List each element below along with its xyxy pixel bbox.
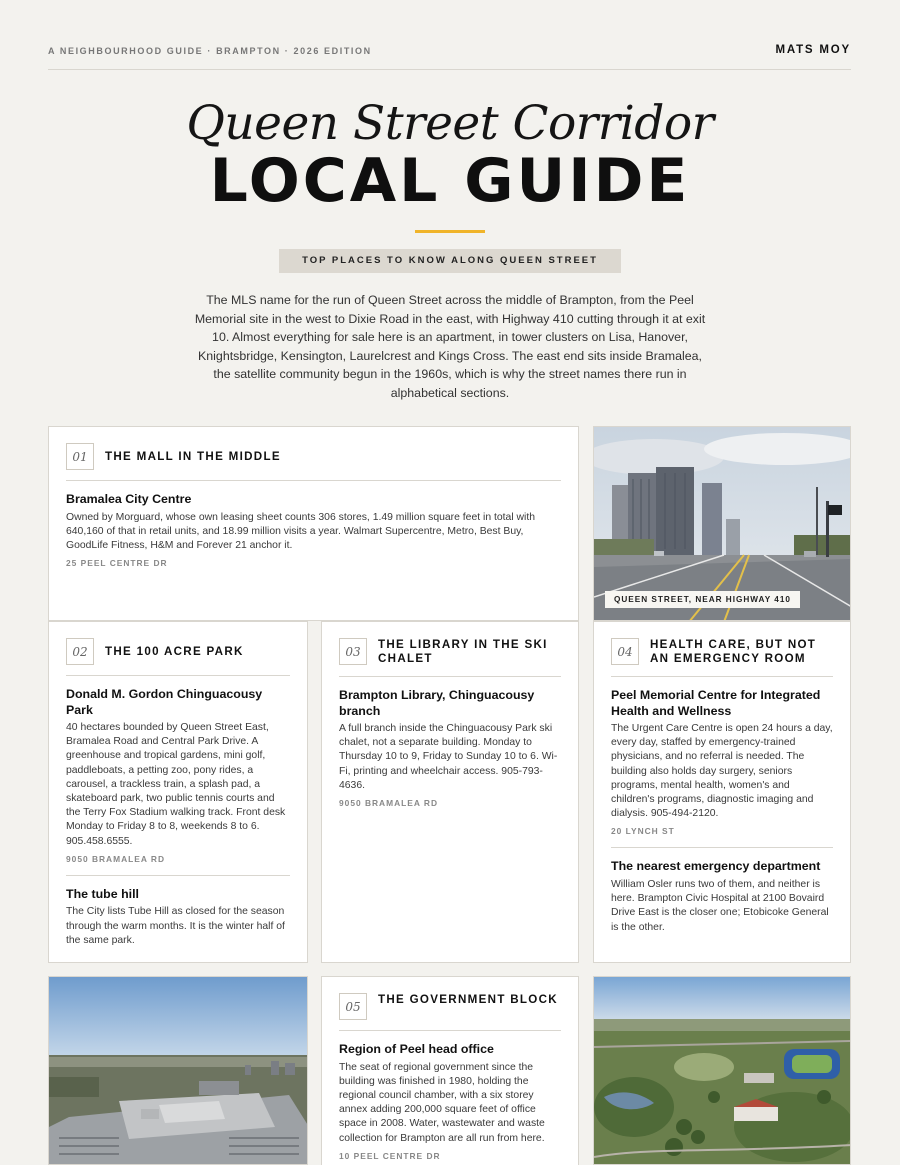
entry-divider — [66, 875, 290, 876]
entry-name: Region of Peel head office — [339, 1042, 494, 1056]
entry-name: The nearest emergency department — [611, 859, 821, 874]
card-park — [48, 621, 308, 963]
card-government — [321, 976, 579, 1165]
page-title: LOCAL GUIDE — [209, 146, 691, 216]
card-title: THE MALL IN THE MIDDLE — [105, 450, 281, 463]
edition-label: A NEIGHBOURHOOD GUIDE · BRAMPTON · 2026 EDITION — [48, 46, 372, 56]
entry-address: 9050 BRAMALEA RD — [339, 798, 438, 809]
entry-address: 20 LYNCH ST — [611, 826, 675, 837]
card-header — [339, 993, 561, 1031]
aerial-park-photo — [593, 976, 851, 1165]
card-title: THE 100 ACRE PARK — [105, 645, 244, 658]
aerial-mall-photo — [48, 976, 308, 1165]
card-header — [611, 638, 833, 677]
card-number: 01 — [66, 443, 94, 470]
entry-name: Peel Memorial Centre for Integrated Health and Wellness — [611, 688, 821, 718]
card-header — [66, 443, 561, 481]
entry-divider — [611, 847, 833, 848]
card-title: THE LIBRARY IN THE SKI CHALET — [378, 638, 548, 665]
script-title: Queen Street Corridor — [186, 96, 714, 151]
entry-name: The tube hill — [66, 886, 139, 901]
card-header — [66, 638, 290, 676]
card-library — [321, 621, 579, 963]
entry-description: Owned by Morguard, whose own leasing sheet counts 306 stores, 1.49 million square feet in total with 640,160 of that in retail units, and 18.99 million visits a year. Walmart Supercentre, Metro, Best Buy, GoodLife Fitness, H&M and Forever 21 anchor it. — [66, 511, 535, 551]
masthead — [48, 44, 851, 70]
card-health — [593, 621, 851, 963]
card-title: THE GOVERNMENT BLOCK — [378, 993, 558, 1006]
aerial-mall-image — [49, 977, 308, 1165]
entry-address: 10 PEEL CENTRE DR — [339, 1150, 441, 1161]
entry-description: The City lists Tube Hill as closed for the season through the warm months. It is the winter half of the same park. — [66, 906, 285, 946]
entry-description: A full branch inside the Chinguacousy Park ski chalet, not a separate building. Monday to Thursday 10 to 9, Friday to Sunday 10 to 6. Wi-Fi, printing and wheelchair access. 905-793-4636. — [339, 723, 558, 791]
entry-name: Brampton Library, Chinguacousy branch — [339, 688, 535, 718]
entry-name: Donald M. Gordon Chinguacousy Park — [66, 687, 263, 717]
entry-description: William Osler runs two of them, and neither is here. Brampton Civic Hospital at 2100 Bovaird Drive East is the closer one; Etobicoke General is the other. — [611, 878, 829, 933]
card-number: 03 — [339, 638, 367, 665]
author-name: MATS MOY — [775, 44, 851, 56]
entry-address: 9050 BRAMALEA RD — [66, 853, 165, 864]
entry-description: The Urgent Care Centre is open 24 hours a day, every day, staffed by emergency-trained physicians, and no referral is needed. The building also holds day surgery, seniors programs, mental health, women's and children's programs, diagnostic imaging and dialysis. 905-494-2120. — [611, 723, 833, 820]
subtitle-badge: TOP PLACES TO KNOW ALONG QUEEN STREET — [279, 249, 621, 273]
intro-paragraph: The MLS name for the run of Queen Street across the middle of Brampton, from the Peel Memorial site in the west to Dixie Road in the east, with Highway 410 cutting through it at exit 10. Almost everything for sale here is an apartment, in tower clusters on Lisa, Hanover, Knightsbridge, Kensington, Laurelcrest and Kings Cross. The east end sits inside Bramalea, the satellite community begun in the 1960s, which is why the street names there run in alphabetical sections. — [194, 293, 706, 400]
card-header — [339, 638, 561, 677]
entry-description: 40 hectares bounded by Queen Street East, Bramalea Road and Central Park Drive. A greenhouse and tropical gardens, mini golf, paddleboats, a petting zoo, pony rides, a carousel, a trackless train, a splash pad, a skateboard park, two public tennis courts and the Terry Fox Stadium walking track. Front desk Monday to Friday 8 to 8, weekends 8 to 6. 905.458.6555. — [66, 722, 286, 847]
card-number: 04 — [611, 638, 639, 665]
card-mall — [48, 426, 579, 621]
card-number: 02 — [66, 638, 94, 665]
card-title: HEALTH CARE, BUT NOT AN EMERGENCY ROOM — [650, 638, 817, 665]
street-photo — [593, 426, 851, 621]
entry-address: 25 PEEL CENTRE DR — [66, 558, 168, 569]
entry-name: Bramalea City Centre — [66, 492, 192, 506]
entry-description: The seat of regional government since the building was finished in 1980, holding the regional council chamber, with a six storey annex adding 200,000 square feet of office space in 2008. Water, wastewater and waste collection for Brampton are all run from here. — [339, 1061, 545, 1144]
accent-divider — [415, 230, 485, 233]
aerial-park-image — [594, 977, 851, 1165]
photo-caption: QUEEN STREET, NEAR HIGHWAY 410 — [605, 591, 800, 608]
card-number: 05 — [339, 993, 367, 1020]
